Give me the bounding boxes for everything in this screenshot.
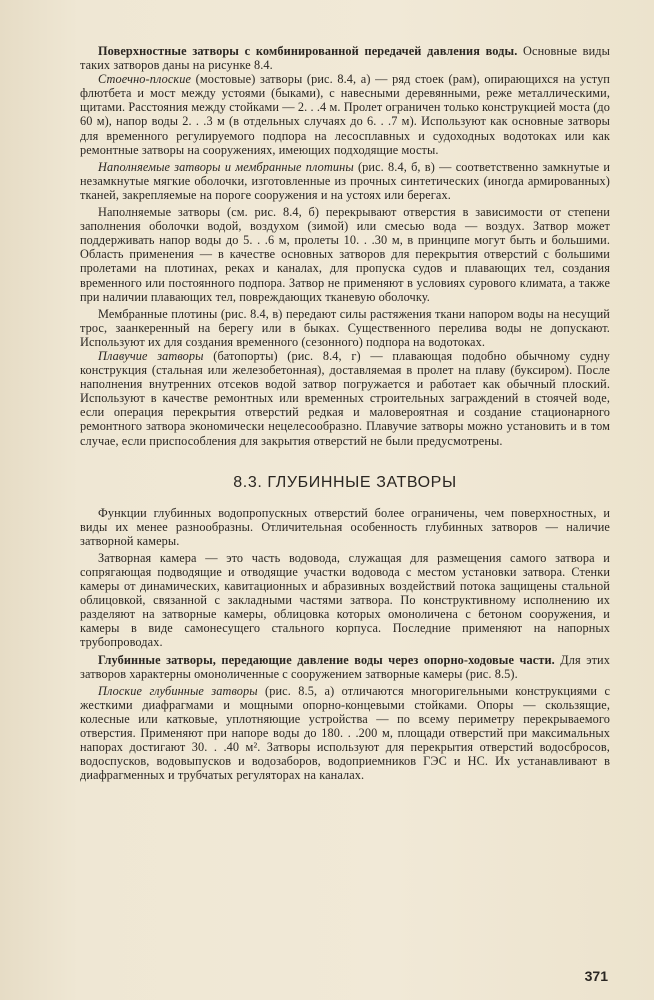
- term-filled-gates: Наполняемые затворы и мембранные плотины: [98, 159, 354, 174]
- paragraph-combined-gates-intro: [80, 44, 610, 72]
- paragraph-membrane-dams: Мембранные плотины (рис. 8.4, в) передают силы растяжения ткани напором воды на несущий трос, заанкеренный на берегу или в быках. Существенного перелива воды не допускают. Используют их для создания временного (сезонного) подпора на водотоках.: [80, 306, 610, 349]
- term-flat-deep-gates: Плоские глубинные затворы: [98, 683, 258, 698]
- paragraph-filled-gates-detail: Наполняемые затворы (см. рис. 8.4, б) перекрывают отверстия в зависимости от степени заполнения оболочки водой, воздухом (зимой) или смесью вода — воздух. Затвор может поддерживать напор воды до 5. . .6 м, пролеты 10. . .30 м, в принципе могут быть и большими. Область применения — в качестве основных затворов для перекрытия отверстий с большими пролетами на плотинах, реках и каналах, для пропуска судов и плавающих тел, создания временного или постоянного подпора. Затвор не применяют в условиях сурового климата, а также при наличии плавающих тел, повреждающих тканевую оболочку.: [80, 205, 610, 304]
- term-floating-gates: Плавучие затворы: [98, 348, 204, 363]
- paragraph-stand-gates: Стоечно-плоские (мостовые) затворы (рис. 8.4, а) — ряд стоек (рам), опирающихся на уступ флютбета и мост между устоями (быками), с навесными деревянными, реже металлическими, щитами. Расстояния между стойками — 2. . .4 м. Пролет ограничен только конструкцией моста (до 60 м), напор воды 2. . .3 м (в отдельных случаях до 6. . .7 м). Используют как основные затворы для временного регулируемого подпора на лесосплавных и судоходных водотоках или как ремонтные затворы на сооружениях, имеющих подходящие мосты.: [80, 72, 610, 157]
- paragraph-floating-gates: Плавучие затворы (батопорты) (рис. 8.4, г) — плавающая подобно обычному судну конструкция (стальная или железобетонная), доставляемая в пролет на плаву (буксиром). После наполнения внутренних отсеков водой затвор погружается и работает как обычный плоский. Используют в качестве ремонтных или временных строительных заграждений в стоячей воде, если операция перекрытия отверстий редкая и маловероятная и создание стационарного ремонтного затвора экономически нецелесообразно. Плавучие затворы можно установить и в том случае, если приспособления для закрытия отверстий не были предусмотрены.: [80, 348, 610, 448]
- bold-heading-combined-gates: Поверхностные затворы с комбинированной передачей давления воды.: [98, 44, 518, 58]
- paragraph-gate-chamber: Затворная камера — это часть водовода, служащая для размещения самого затвора и сопрягающая подводящие и отводящие участки водовода с местом установки затвора. Стенки камеры от динамических, кавитационных и абразивных воздействий потока защищены стальной облицовкой, связанной с закладными частями затвора. По конструктивному исполнению их разделяют на затворные камеры, облицовка которых омоноличена с бетоном сооружения, и камеры в виде самонесущего стального корпуса. Последние применяют на напорных трубопроводах.: [80, 550, 610, 650]
- term-stand-gates: Стоечно-плоские: [98, 72, 192, 87]
- paragraph-flat-deep-gates: Плоские глубинные затворы (рис. 8.5, а) отличаются многоригельными конструкциями с жесткими диафрагмами и мощными опорно-концевыми стойками. Опоры — скользящие, колесные или катковые, уплотняющие устройства — по всему периметру перекрываемого отверстия. Применяют при напоре воды до 180. . .200 м, площади отверстий при максимальных напорах достигают 30. . .40 м². Затворы используют для перекрытия отверстий водосбросов, водоспусков, водовыпусков и водозаборов, водоприемников ГЭС и НС. Их устанавливают в диафрагменных и трубчатых регуляторах на каналах.: [80, 683, 611, 783]
- intro-text: Основные виды таких затворов даны на рисунке 8.4.: [80, 44, 610, 73]
- paragraph-filled-gates: Наполняемые затворы и мембранные плотины (рис. 8.4, б, в) — соответственно замкнутые и незамкнутые мягкие оболочки, изготовленные из прочных синтетических (иногда армированных) тканей, закрепляемые на пороге сооружения и на устоях или берегах.: [80, 159, 611, 202]
- page-number: 371: [584, 968, 608, 984]
- paragraph-deep-gates-intro: Функции глубинных водопропускных отверстий более ограничены, чем поверхностных, и виды их менее разнообразны. Отличительная особенность глубинных затворов — наличие затворной камеры.: [80, 505, 610, 548]
- paragraph-bearing-gates: Глубинные затворы, передающие давление воды через опорно-ходовые части. Для этих затворов характерны омоноличенные с сооружением затворные камеры (рис. 8.5).: [80, 652, 610, 681]
- section-title: 8.3. ГЛУБИННЫЕ ЗАТВОРЫ: [233, 473, 457, 491]
- bold-heading-bearing-gates: Глубинные затворы, передающие давление воды через опорно-ходовые части.: [98, 652, 555, 667]
